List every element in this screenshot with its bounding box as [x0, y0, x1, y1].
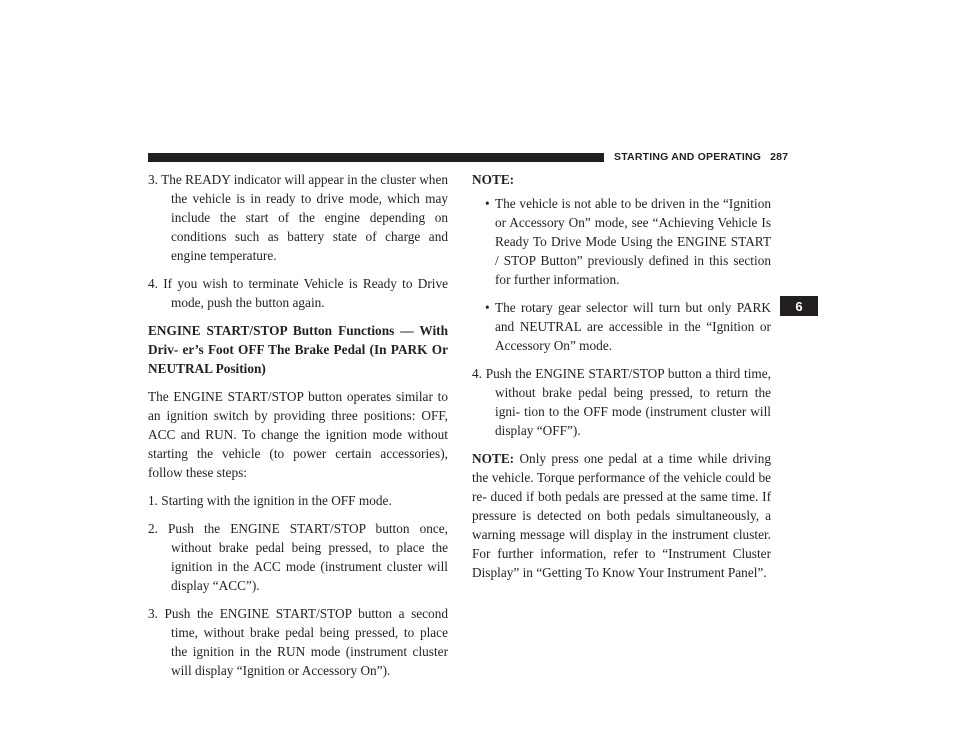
note-label: NOTE: — [472, 172, 515, 187]
step-3: 3. Push the ENGINE START/STOP button a second time, without brake pedal being pressed, to place the ignition in the RUN mode (instrument cluster will display “Ignition or Accessory On”). — [148, 606, 448, 678]
note-bullet-text: The rotary gear selector will turn but only PARK and NEUTRAL are accessible in the “Ignition or Accessory On” mode. — [495, 300, 771, 353]
note-bullet-1 — [472, 194, 771, 289]
section-heading: ENGINE START/STOP Button Functions — With Driv- er’s Foot OFF The Brake Pedal (In PARK Or NEUTRAL Position) — [148, 323, 448, 376]
note-inline-label: NOTE: — [472, 451, 515, 466]
pedal-note-text: Only press one pedal at a time while driving the vehicle. Torque performance of the vehicle could be re- duced if both pedals are pressed at the same time. If pressure is detected on both pedals simultaneously, a warning message will display in the instrument cluster. For further information, refer to “Instrument Cluster Display” in “Getting To Know Your Instrument Panel”. — [472, 451, 772, 580]
step-2: 2. Push the ENGINE START/STOP button once, without brake pedal being pressed, to place the ignition in the ACC mode (instrument cluster will display “ACC”). — [148, 521, 448, 593]
section-title: STARTING AND OPERATING — [614, 151, 762, 163]
step-4-third-press: 4. Push the ENGINE START/STOP button a third time, without brake pedal being pressed, to return the igni- tion to the OFF mode (instrument cluster will display “OFF”). — [472, 366, 771, 438]
step-3-ready-indicator: 3. The READY indicator will appear in the cluster when the vehicle is in ready to drive mode, which may include the start of the engine depending on conditions such as battery state of charge and engine temperature. — [148, 172, 448, 263]
step-4-terminate: 4. If you wish to terminate Vehicle is Ready to Drive mode, push the button again. — [148, 276, 448, 310]
intro-paragraph: The ENGINE START/STOP button operates similar to an ignition switch by providing three positions: OFF, ACC and RUN. To change the ignition mode without starting the vehicle (to power certain accessories), follow these steps: — [148, 389, 448, 480]
note-bullet-2 — [472, 298, 771, 355]
pedal-note — [472, 449, 771, 582]
step-1: 1. Starting with the ignition in the OFF mode. — [148, 493, 392, 508]
note-bullet-text: The vehicle is not able to be driven in the “Ignition or Accessory On” mode, see “Achieving Vehicle Is Ready To Drive Mode Using the ENGINE START / STOP Button” previously defined in this section for further information. — [495, 196, 771, 287]
bullet-icon: • — [485, 196, 490, 211]
page-number: 287 — [770, 151, 789, 163]
running-header — [614, 150, 788, 164]
chapter-tab: 6 — [780, 296, 818, 316]
header-rule — [148, 153, 604, 162]
left-column — [148, 170, 448, 689]
bullet-icon: • — [485, 300, 490, 315]
right-column — [472, 170, 771, 582]
